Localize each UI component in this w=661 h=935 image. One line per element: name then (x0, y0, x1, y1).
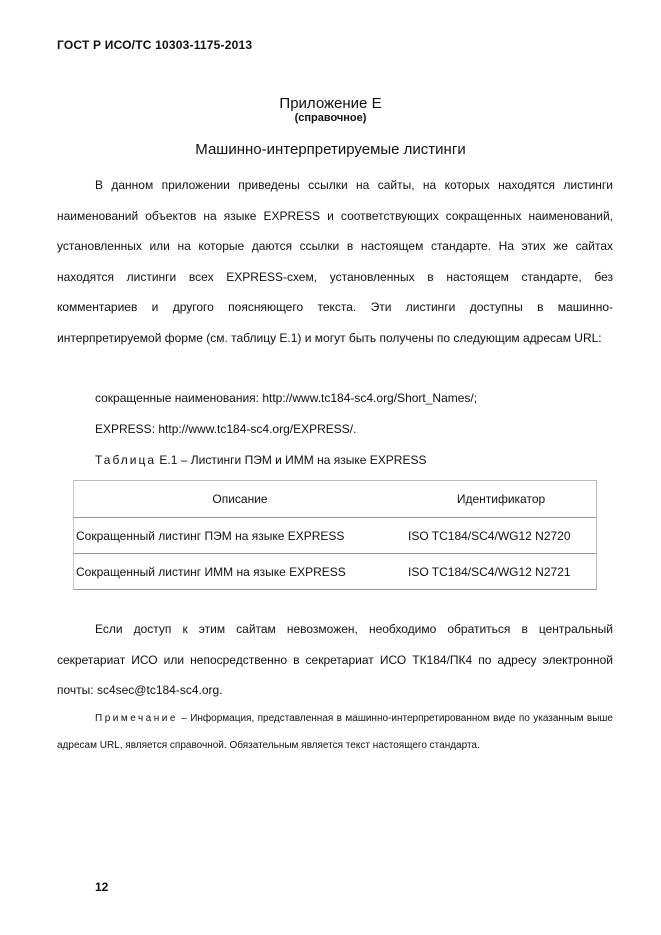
appendix-subtitle: (справочное) (294, 112, 367, 124)
intro-paragraph: В данном приложении приведены ссылки на сайты, на которых находятся листинги наименований объектов на языке EXPRESS и соответствующих сокращенных наименований, установленных или на которые даются ссылки в настоящем стандарте. На этих же сайтах находятся листинги всех EXPRESS-схем, установленных в настоящем стандарте, без комментариев и другого поясняющего текста. Эти листинги доступны в машинно-интерпретируемой форме (см. таблицу Е.1) и могут быть получены по следующим адресам URL: (57, 178, 613, 345)
column-header-description: Описание (212, 492, 268, 506)
section-title: Машинно-интерпретируемые листинги (195, 141, 466, 158)
short-names-link: сокращенные наименования: http://www.tc184-sc4.org/Short_Names/; (95, 391, 478, 405)
note-text: – Информация, представленная в машинно-интерпретированном виде по указанным выше адресам URL, является справочной. Обязательным является текст настоящего стандарта. (57, 713, 613, 751)
note-paragraph (57, 705, 613, 759)
cell-identifier: ISO TC184/SC4/WG12 N2720 (408, 528, 571, 543)
listings-table (73, 480, 597, 590)
table-row (74, 554, 597, 590)
cell-identifier: ISO TC184/SC4/WG12 N2721 (408, 564, 571, 579)
page-number: 12 (95, 880, 109, 894)
column-header-identifier: Идентификатор (456, 492, 546, 506)
note-label: Примечание (95, 713, 178, 724)
access-paragraph: Если доступ к этим сайтам невозможен, необходимо обратиться в центральный секретариат ИСО или непосредственно в секретариат ИСО ТК184/ПК4 по адресу электронной почты: sc4sec@tc184-sc4.org. (57, 622, 613, 697)
cell-description: Сокращенный листинг ИММ на языке EXPRESS (76, 564, 346, 579)
table-row (74, 518, 597, 554)
table-header-row (74, 481, 597, 518)
express-link: EXPRESS: http://www.tc184-sc4.org/EXPRESS/. (95, 422, 357, 436)
table-caption-text: Е.1 – Листинги ПЭМ и ИММ на языке EXPRESS (156, 453, 427, 467)
table-caption-label: Таблица (95, 453, 157, 467)
table-caption (95, 453, 426, 467)
appendix-title: Приложение Е (279, 95, 382, 112)
standard-code-header: ГОСТ Р ИСО/ТС 10303-1175-2013 (57, 38, 253, 52)
cell-description: Сокращенный листинг ПЭМ на языке EXPRESS (76, 528, 345, 543)
